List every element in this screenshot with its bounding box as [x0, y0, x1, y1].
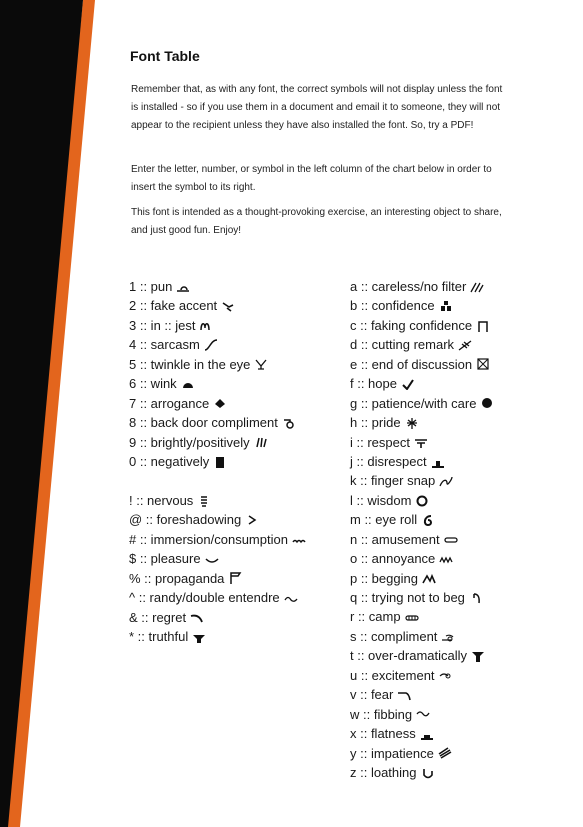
font-table-entry [350, 705, 494, 724]
back-door-compliment-glyph-icon [282, 417, 296, 429]
patience-glyph-icon [480, 397, 494, 409]
jest-glyph-icon [199, 320, 213, 332]
entry-label: 6 :: wink [129, 376, 177, 392]
font-table-entry [350, 530, 494, 549]
foreshadowing-glyph-icon [245, 514, 259, 526]
entry-label: 2 :: fake accent [129, 298, 218, 314]
entry-label: s :: compliment [350, 628, 438, 644]
font-table-entry [350, 335, 494, 354]
entry-label: c :: faking confidence [350, 317, 473, 333]
entry-label: & :: regret [129, 609, 187, 625]
entry-label: d :: cutting remark [350, 337, 455, 353]
flatness-glyph-icon [420, 728, 434, 740]
font-table-entry [350, 277, 494, 296]
font-table-entry [129, 530, 306, 549]
entry-label: u :: excitement [350, 667, 435, 683]
entry-label: i :: respect [350, 434, 410, 450]
entry-label: 5 :: twinkle in the eye [129, 356, 251, 372]
intro-paragraph-1: Remember that, as with any font, the correct symbols will not display unless the font is installed - so if you use them in a document and email it to someone, they will not appear to the recipient unless they have also installed the font. So, try a PDF! [131, 84, 503, 131]
font-table-entry [350, 355, 494, 374]
font-table-entry [350, 471, 494, 490]
font-table-entry [350, 685, 494, 704]
font-table-entry [350, 413, 494, 432]
font-table-entry [350, 627, 494, 646]
eye-roll-glyph-icon [421, 514, 435, 526]
entry-label: x :: flatness [350, 726, 416, 742]
font-table-entry [129, 413, 296, 432]
font-table-entry [350, 296, 494, 315]
excitement-glyph-icon [439, 669, 453, 681]
twinkle-glyph-icon [254, 358, 268, 370]
entry-label: 8 :: back door compliment [129, 415, 278, 431]
font-table-entry [129, 627, 306, 646]
font-table-entry [129, 569, 306, 588]
amusement-glyph-icon [444, 533, 458, 545]
finger-snap-glyph-icon [439, 475, 453, 487]
over-dramatically-glyph-icon [471, 650, 485, 662]
entry-label: j :: disrespect [350, 453, 427, 469]
entry-label: l :: wisdom [350, 492, 412, 508]
entry-label: 7 :: arrogance [129, 395, 210, 411]
entry-label: e :: end of discussion [350, 356, 473, 372]
font-table-entry [129, 296, 296, 315]
font-table-entry [129, 588, 306, 607]
entry-label: n :: amusement [350, 531, 440, 547]
pride-glyph-icon [405, 417, 419, 429]
entry-label: r :: camp [350, 609, 401, 625]
numbers-list [129, 277, 296, 471]
font-table-entry [129, 510, 306, 529]
font-table-entry [129, 433, 296, 452]
entry-label: ^ :: randy/double entendre [129, 590, 280, 606]
entry-label: b :: confidence [350, 298, 435, 314]
entry-label: @ :: foreshadowing [129, 512, 242, 528]
double-entendre-glyph-icon [284, 592, 298, 604]
faking-confidence-glyph-icon [476, 320, 490, 332]
trying-not-to-beg-glyph-icon [469, 592, 483, 604]
immersion-glyph-icon [292, 534, 306, 546]
entry-label: g :: patience/with care [350, 395, 477, 411]
cutting-remark-glyph-icon [458, 339, 472, 351]
font-table-entry [350, 316, 494, 335]
font-table-entry [350, 607, 494, 626]
entry-label: z :: loathing [350, 764, 417, 780]
symbols-list [129, 491, 306, 647]
entry-label: h :: pride [350, 415, 401, 431]
intro-paragraph-2: Enter the letter, number, or symbol in the left column of the chart below in order to insert the symbol to its right. [131, 164, 492, 193]
begging-glyph-icon [422, 572, 436, 584]
entry-label: 0 :: negatively [129, 453, 210, 469]
font-table-entry [350, 588, 494, 607]
pleasure-glyph-icon [205, 553, 219, 565]
font-table-entry [129, 394, 296, 413]
annoyance-glyph-icon [439, 553, 453, 565]
sarcasm-glyph-icon [204, 339, 218, 351]
pun-glyph-icon [176, 281, 190, 293]
entry-label: ! :: nervous [129, 493, 194, 508]
intro-paragraph-3: This font is intended as a thought-provoking exercise, an interesting object to share, and just good fun. Enjoy! [131, 207, 502, 236]
compliment-glyph-icon [441, 631, 455, 643]
font-table-entry [129, 491, 306, 510]
fake-accent-glyph-icon [221, 300, 235, 312]
font-table-entry [350, 510, 494, 529]
font-table-entry [129, 374, 296, 393]
entry-label: f :: hope [350, 376, 397, 392]
confidence-glyph-icon [439, 300, 453, 312]
wisdom-glyph-icon [415, 495, 429, 507]
font-table-entry [350, 394, 494, 413]
entry-label: y :: impatience [350, 745, 434, 761]
truthful-glyph-icon [192, 631, 206, 643]
entry-label: % :: propaganda [129, 570, 225, 586]
font-table-entry [350, 744, 494, 763]
font-table-entry [350, 666, 494, 685]
entry-label: 3 :: in :: jest [129, 317, 196, 333]
hope-glyph-icon [401, 378, 415, 390]
impatience-glyph-icon [438, 747, 452, 759]
disrespect-glyph-icon [431, 456, 445, 468]
regret-glyph-icon [190, 611, 204, 623]
brightly-glyph-icon [254, 436, 268, 448]
font-table-entry [129, 355, 296, 374]
wink-glyph-icon [181, 378, 195, 390]
entry-label: p :: begging [350, 570, 418, 586]
propaganda-glyph-icon [228, 572, 242, 584]
font-table-entry [129, 277, 296, 296]
nervous-glyph-icon [197, 495, 211, 507]
letters-list [350, 277, 494, 782]
font-table-entry [350, 569, 494, 588]
respect-glyph-icon [414, 436, 428, 448]
careless-glyph-icon [470, 281, 484, 293]
entry-label: v :: fear [350, 687, 394, 703]
font-table-entry [350, 646, 494, 665]
font-table-entry [129, 608, 306, 627]
font-table-entry [350, 452, 494, 471]
entry-label: k :: finger snap [350, 473, 436, 489]
font-table-entry [350, 549, 494, 568]
arrogance-glyph-icon [213, 397, 227, 409]
font-table-entry [129, 452, 296, 471]
font-table-entry [350, 433, 494, 452]
font-table-entry [129, 316, 296, 335]
negatively-glyph-icon [213, 456, 227, 468]
entry-label: # :: immersion/consumption [129, 531, 288, 547]
font-table-entry [350, 724, 494, 743]
entry-label: 1 :: pun [129, 279, 173, 294]
fibbing-glyph-icon [416, 708, 430, 720]
entry-label: 4 :: sarcasm [129, 337, 200, 353]
fear-glyph-icon [397, 689, 411, 701]
page-title: Font Table [130, 48, 200, 64]
entry-label: o :: annoyance [350, 551, 436, 567]
end-of-discussion-glyph-icon [476, 358, 490, 370]
entry-label: w :: fibbing [350, 706, 413, 722]
entry-label: * :: truthful [129, 629, 189, 645]
entry-label: m :: eye roll [350, 512, 418, 528]
font-table-entry [350, 491, 494, 510]
entry-label: $ :: pleasure [129, 551, 201, 567]
entry-label: q :: trying not to beg [350, 590, 465, 605]
entry-label: 9 :: brightly/positively [129, 434, 250, 450]
entry-label: t :: over-dramatically [350, 648, 468, 664]
font-table-entry [350, 763, 494, 782]
camp-glyph-icon [405, 611, 419, 623]
font-table-entry [129, 549, 306, 568]
loathing-glyph-icon [421, 767, 435, 779]
font-table-entry [129, 335, 296, 354]
entry-label: a :: careless/no filter [350, 279, 467, 294]
font-table-entry [350, 374, 494, 393]
